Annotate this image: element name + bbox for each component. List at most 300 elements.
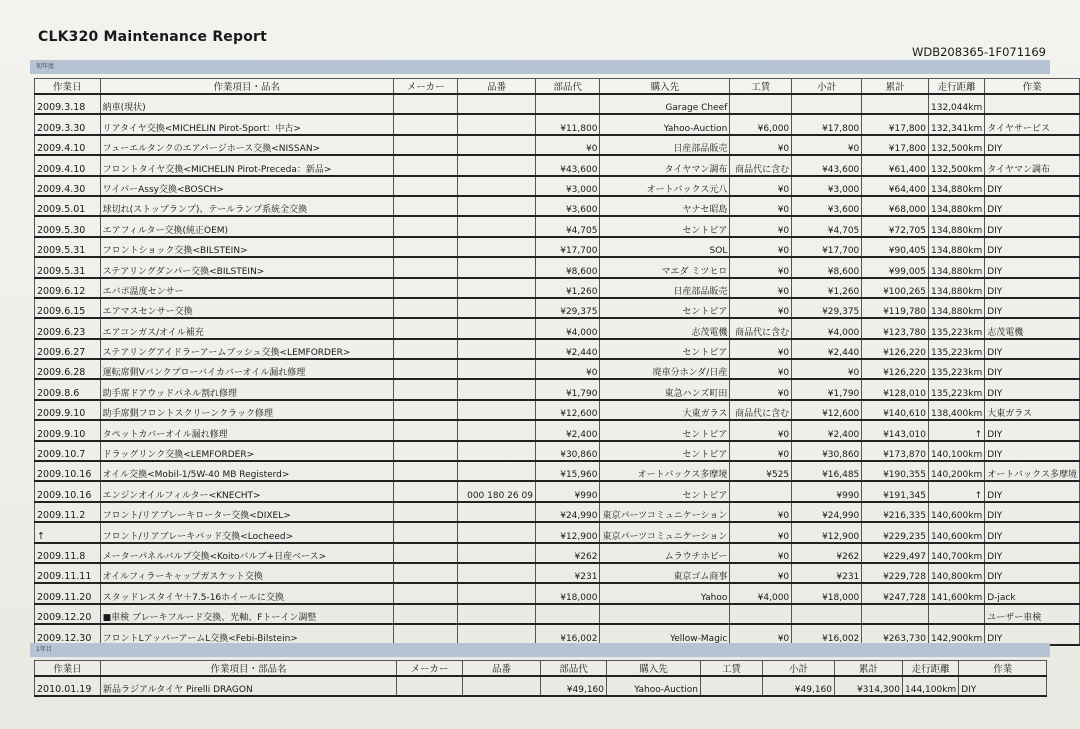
cell-maker <box>393 216 458 236</box>
cell-date: 2009.6.28 <box>35 359 101 379</box>
cell-subtotal: ¥30,860 <box>792 441 862 461</box>
cell-cumulative: ¥247,728 <box>862 583 929 603</box>
cell-work: DIY <box>985 502 1080 522</box>
cell-maker <box>393 196 458 216</box>
cell-date: 2009.6.12 <box>35 278 101 298</box>
cell-cumulative: ¥128,010 <box>862 379 929 399</box>
cell-shop: セントピア <box>600 441 730 461</box>
cell-mileage: 135,223km <box>929 339 985 359</box>
cell-labor: ¥0 <box>730 441 792 461</box>
cell-maker <box>393 135 458 155</box>
cell-parts-cost <box>535 604 600 624</box>
cell-shop: タイヤマン調布 <box>600 155 730 175</box>
cell-parts-cost: ¥43,600 <box>535 155 600 175</box>
cell-part-no <box>458 461 536 481</box>
cell-shop: オートバックス元八 <box>600 176 730 196</box>
cell-labor: ¥0 <box>730 176 792 196</box>
cell-labor: ¥0 <box>730 379 792 399</box>
table-row <box>35 441 1080 461</box>
cell-labor: ¥0 <box>730 237 792 257</box>
table-row <box>35 604 1080 624</box>
cell-parts-cost: ¥29,375 <box>535 298 600 318</box>
cell-work: DIY <box>985 522 1080 542</box>
cell-labor: ¥0 <box>730 522 792 542</box>
cell-cumulative: ¥143,010 <box>862 420 929 440</box>
cell-item: 納車(現状) <box>100 94 393 114</box>
cell-shop: Yellow-Magic <box>600 624 730 644</box>
maintenance-table-year-1 <box>34 660 1047 697</box>
cell-maker <box>393 543 458 563</box>
column-header-work: 作業 <box>985 79 1080 95</box>
cell-subtotal: ¥16,485 <box>792 461 862 481</box>
cell-labor: ¥0 <box>730 298 792 318</box>
cell-parts-cost: ¥49,160 <box>541 676 607 696</box>
cell-cumulative: ¥126,220 <box>862 359 929 379</box>
cell-item: エアマスセンサー交換 <box>100 298 393 318</box>
cell-mileage: 144,100km <box>903 676 959 696</box>
column-header-subtotal: 小計 <box>792 79 862 95</box>
cell-labor: ¥0 <box>730 135 792 155</box>
cell-item: ステアリングダンパー交換<BILSTEIN> <box>100 257 393 277</box>
cell-subtotal: ¥29,375 <box>792 298 862 318</box>
cell-work: ユーザー車検 <box>985 604 1080 624</box>
table-row <box>35 216 1080 236</box>
cell-date: 2009.12.20 <box>35 604 101 624</box>
cell-cumulative: ¥229,235 <box>862 522 929 542</box>
cell-parts-cost: ¥1,790 <box>535 379 600 399</box>
cell-shop: ムラウチホビー <box>600 543 730 563</box>
cell-mileage: 135,223km <box>929 359 985 379</box>
cell-labor <box>730 481 792 501</box>
cell-parts-cost: ¥15,960 <box>535 461 600 481</box>
cell-cumulative: ¥17,800 <box>862 135 929 155</box>
table-row <box>35 196 1080 216</box>
cell-parts-cost: ¥262 <box>535 543 600 563</box>
cell-parts-cost: ¥3,000 <box>535 176 600 196</box>
cell-maker <box>393 237 458 257</box>
cell-parts-cost: ¥990 <box>535 481 600 501</box>
cell-parts-cost: ¥231 <box>535 563 600 583</box>
cell-mileage: 140,600km <box>929 502 985 522</box>
cell-mileage: 135,223km <box>929 318 985 338</box>
cell-part-no <box>458 216 536 236</box>
cell-item: 運転席側Vバンクブローバイカバーオイル漏れ修理 <box>100 359 393 379</box>
table-row <box>35 461 1080 481</box>
cell-shop: 東京パーツコミュニケーション <box>600 522 730 542</box>
column-header-cumulative: 累計 <box>835 661 903 677</box>
cell-cumulative: ¥68,000 <box>862 196 929 216</box>
cell-date: 2009.5.01 <box>35 196 101 216</box>
cell-date: 2009.11.11 <box>35 563 101 583</box>
cell-shop: 大東ガラス <box>600 400 730 420</box>
cell-shop: 日産部品販売 <box>600 278 730 298</box>
cell-mileage: 134,880km <box>929 176 985 196</box>
cell-work: DIY <box>985 481 1080 501</box>
cell-mileage: 134,880km <box>929 216 985 236</box>
cell-item: フロント/リアブレーキローター交換<DIXEL> <box>100 502 393 522</box>
table-row <box>35 502 1080 522</box>
column-header-date: 作業日 <box>35 661 101 677</box>
cell-item: ワイパーAssy交換<BOSCH> <box>100 176 393 196</box>
cell-labor: ¥0 <box>730 563 792 583</box>
cell-subtotal: ¥2,400 <box>792 420 862 440</box>
cell-item: 助手席ドアウッドパネル割れ修理 <box>100 379 393 399</box>
cell-cumulative: ¥90,405 <box>862 237 929 257</box>
cell-date: 2009.4.10 <box>35 155 101 175</box>
cell-item: オイル交換<Mobil-1/5W-40 MB Registerd> <box>100 461 393 481</box>
cell-item: リアタイヤ交換<MICHELIN Pirot-Sport：中古> <box>100 114 393 134</box>
cell-parts-cost: ¥12,600 <box>535 400 600 420</box>
cell-labor: ¥0 <box>730 624 792 644</box>
cell-date: 2009.4.10 <box>35 135 101 155</box>
cell-item: フロント/リアブレーキパッド交換<Locheed> <box>100 522 393 542</box>
cell-parts-cost: ¥2,400 <box>535 420 600 440</box>
cell-parts-cost: ¥4,000 <box>535 318 600 338</box>
cell-subtotal: ¥24,990 <box>792 502 862 522</box>
table-row <box>35 94 1080 114</box>
section-bar-year-0: 初年度 <box>30 60 1050 74</box>
cell-mileage: 140,800km <box>929 563 985 583</box>
cell-labor: ¥0 <box>730 257 792 277</box>
cell-item: ドラッグリンク交換<LEMFORDER> <box>100 441 393 461</box>
cell-item: エアコンガス/オイル補充 <box>100 318 393 338</box>
column-header-labor: 工賃 <box>730 79 792 95</box>
cell-parts-cost: ¥17,700 <box>535 237 600 257</box>
cell-item: タペットカバーオイル漏れ修理 <box>100 420 393 440</box>
cell-cumulative: ¥61,400 <box>862 155 929 175</box>
cell-mileage: 142,900km <box>929 624 985 644</box>
cell-shop: 志茂電機 <box>600 318 730 338</box>
cell-part-no <box>458 94 536 114</box>
cell-maker <box>393 481 458 501</box>
table-row <box>35 339 1080 359</box>
cell-subtotal: ¥17,800 <box>792 114 862 134</box>
table-row <box>35 257 1080 277</box>
cell-part-no <box>458 604 536 624</box>
cell-date: 2009.4.30 <box>35 176 101 196</box>
cell-subtotal: ¥49,160 <box>763 676 835 696</box>
table-row <box>35 522 1080 542</box>
cell-maker <box>393 155 458 175</box>
cell-shop: オートバックス多摩境 <box>600 461 730 481</box>
cell-parts-cost: ¥1,260 <box>535 278 600 298</box>
cell-mileage: 141,600km <box>929 583 985 603</box>
table-row <box>35 278 1080 298</box>
cell-date: 2009.12.30 <box>35 624 101 644</box>
cell-work: DIY <box>985 176 1080 196</box>
cell-cumulative: ¥72,705 <box>862 216 929 236</box>
cell-subtotal: ¥3,600 <box>792 196 862 216</box>
table-row <box>35 176 1080 196</box>
cell-work: DIY <box>985 298 1080 318</box>
cell-labor: ¥0 <box>730 420 792 440</box>
cell-mileage: 134,880km <box>929 257 985 277</box>
cell-labor: 商品代に含む <box>730 155 792 175</box>
cell-maker <box>393 400 458 420</box>
cell-part-no <box>458 237 536 257</box>
report-title: CLK320 Maintenance Report <box>38 29 268 45</box>
cell-date: 2009.10.16 <box>35 481 101 501</box>
cell-part-no <box>458 155 536 175</box>
column-header-labor: 工賃 <box>701 661 763 677</box>
column-header-item: 作業項目・部品名 <box>101 661 397 677</box>
cell-mileage: 132,044km <box>929 94 985 114</box>
cell-labor: ¥0 <box>730 278 792 298</box>
cell-labor: ¥0 <box>730 543 792 563</box>
cell-shop <box>600 604 730 624</box>
cell-part-no <box>458 318 536 338</box>
cell-part-no <box>458 298 536 318</box>
cell-shop: セントピア <box>600 339 730 359</box>
cell-date: 2009.5.31 <box>35 257 101 277</box>
cell-date: 2009.6.15 <box>35 298 101 318</box>
cell-shop: ヤナセ昭島 <box>600 196 730 216</box>
cell-parts-cost: ¥2,440 <box>535 339 600 359</box>
cell-subtotal: ¥12,900 <box>792 522 862 542</box>
cell-date: 2009.11.20 <box>35 583 101 603</box>
cell-subtotal: ¥2,440 <box>792 339 862 359</box>
cell-labor: ¥0 <box>730 339 792 359</box>
cell-work: DIY <box>985 196 1080 216</box>
cell-parts-cost: ¥8,600 <box>535 257 600 277</box>
cell-labor: ¥6,000 <box>730 114 792 134</box>
table-header-row <box>35 79 1080 95</box>
column-header-mileage: 走行距離 <box>929 79 985 95</box>
column-header-mileage: 走行距離 <box>903 661 959 677</box>
cell-cumulative: ¥99,005 <box>862 257 929 277</box>
cell-subtotal: ¥12,600 <box>792 400 862 420</box>
cell-parts-cost: ¥30,860 <box>535 441 600 461</box>
cell-item: 新品ラジアルタイヤ Pirelli DRAGON <box>101 676 397 696</box>
cell-maker <box>393 583 458 603</box>
cell-subtotal: ¥16,002 <box>792 624 862 644</box>
cell-work: DIY <box>985 441 1080 461</box>
cell-date: 2009.3.30 <box>35 114 101 134</box>
cell-part-no <box>458 563 536 583</box>
cell-item: 球切れ(ストップランプ)、テールランプ系統全交換 <box>100 196 393 216</box>
cell-maker <box>393 379 458 399</box>
cell-subtotal <box>792 604 862 624</box>
table-row <box>35 400 1080 420</box>
cell-date: 2009.6.23 <box>35 318 101 338</box>
table-row <box>35 624 1080 644</box>
column-header-item: 作業項目・品名 <box>100 79 393 95</box>
cell-parts-cost: ¥4,705 <box>535 216 600 236</box>
cell-work: D-jack <box>985 583 1080 603</box>
cell-maker <box>393 604 458 624</box>
cell-mileage: 140,200km <box>929 461 985 481</box>
column-header-part-no: 品番 <box>463 661 541 677</box>
cell-item: フロントタイヤ交換<MICHELIN Pirot-Preceda：新品> <box>100 155 393 175</box>
cell-part-no <box>458 135 536 155</box>
cell-cumulative <box>862 94 929 114</box>
cell-cumulative: ¥126,220 <box>862 339 929 359</box>
column-header-shop: 購入先 <box>607 661 701 677</box>
cell-cumulative: ¥190,355 <box>862 461 929 481</box>
vin-number: WDB208365-1F071169 <box>912 45 1046 59</box>
cell-item: エアフィルター交換(純正OEM) <box>100 216 393 236</box>
cell-part-no <box>458 522 536 542</box>
cell-maker <box>393 359 458 379</box>
cell-shop: セントピア <box>600 216 730 236</box>
cell-maker <box>393 278 458 298</box>
cell-item: スタッドレスタイヤ＋7.5-16ホイールに交換 <box>100 583 393 603</box>
cell-shop: SOL <box>600 237 730 257</box>
cell-labor <box>730 604 792 624</box>
cell-item: 助手席側フロントスクリーンクラック修理 <box>100 400 393 420</box>
cell-subtotal: ¥3,000 <box>792 176 862 196</box>
cell-mileage: ↑ <box>929 481 985 501</box>
cell-subtotal: ¥8,600 <box>792 257 862 277</box>
column-header-cumulative: 累計 <box>862 79 929 95</box>
cell-cumulative: ¥191,345 <box>862 481 929 501</box>
cell-mileage: ↑ <box>929 420 985 440</box>
cell-maker <box>393 257 458 277</box>
column-header-part-no: 品番 <box>458 79 536 95</box>
table-row <box>35 155 1080 175</box>
table-row <box>35 114 1080 134</box>
cell-shop: セントピア <box>600 420 730 440</box>
cell-parts-cost: ¥16,002 <box>535 624 600 644</box>
cell-item: エンジンオイルフィルター<KNECHT> <box>100 481 393 501</box>
table-row <box>35 135 1080 155</box>
cell-date: 2009.10.16 <box>35 461 101 481</box>
cell-shop: 東京パーツコミュニケーション <box>600 502 730 522</box>
cell-work: DIY <box>985 624 1080 644</box>
cell-shop: 日産部品販売 <box>600 135 730 155</box>
cell-cumulative: ¥64,400 <box>862 176 929 196</box>
cell-subtotal: ¥231 <box>792 563 862 583</box>
cell-subtotal: ¥0 <box>792 135 862 155</box>
cell-mileage: 132,341km <box>929 114 985 134</box>
cell-date: 2009.11.8 <box>35 543 101 563</box>
cell-subtotal: ¥1,260 <box>792 278 862 298</box>
cell-part-no <box>458 114 536 134</box>
cell-cumulative <box>862 604 929 624</box>
cell-shop: 東急ハンズ町田 <box>600 379 730 399</box>
cell-subtotal: ¥43,600 <box>792 155 862 175</box>
cell-work: 大東ガラス <box>985 400 1080 420</box>
column-header-maker: メーカー <box>397 661 463 677</box>
cell-maker <box>393 420 458 440</box>
cell-cumulative: ¥17,800 <box>862 114 929 134</box>
cell-parts-cost: ¥0 <box>535 135 600 155</box>
cell-labor: ¥0 <box>730 196 792 216</box>
cell-maker <box>393 298 458 318</box>
cell-subtotal: ¥1,790 <box>792 379 862 399</box>
cell-subtotal: ¥262 <box>792 543 862 563</box>
cell-work: DIY <box>985 359 1080 379</box>
cell-part-no <box>458 624 536 644</box>
cell-part-no <box>458 400 536 420</box>
cell-maker <box>393 624 458 644</box>
cell-shop: 東京ゴム商事 <box>600 563 730 583</box>
cell-work: DIY <box>985 339 1080 359</box>
cell-shop: Garage Cheef <box>600 94 730 114</box>
cell-labor: 商品代に含む <box>730 318 792 338</box>
cell-parts-cost: ¥3,600 <box>535 196 600 216</box>
table-row <box>35 237 1080 257</box>
cell-parts-cost: ¥18,000 <box>535 583 600 603</box>
cell-shop: マエダ ミツヒロ <box>600 257 730 277</box>
cell-maker <box>397 676 463 696</box>
cell-subtotal <box>792 94 862 114</box>
cell-mileage: 140,700km <box>929 543 985 563</box>
cell-part-no <box>458 379 536 399</box>
cell-mileage: 134,880km <box>929 278 985 298</box>
cell-part-no <box>458 359 536 379</box>
column-header-subtotal: 小計 <box>763 661 835 677</box>
cell-shop: Yahoo <box>600 583 730 603</box>
column-header-maker: メーカー <box>393 79 458 95</box>
cell-mileage: 134,880km <box>929 196 985 216</box>
cell-mileage: 134,880km <box>929 298 985 318</box>
cell-mileage: 135,223km <box>929 379 985 399</box>
cell-mileage: 134,880km <box>929 237 985 257</box>
cell-work: タイヤサービス <box>985 114 1080 134</box>
maintenance-table <box>34 78 1080 646</box>
cell-cumulative: ¥263,730 <box>862 624 929 644</box>
cell-maker <box>393 339 458 359</box>
cell-labor: 商品代に含む <box>730 400 792 420</box>
cell-work: 志茂電機 <box>985 318 1080 338</box>
cell-shop: セントピア <box>600 481 730 501</box>
cell-part-no <box>458 278 536 298</box>
cell-date: 2009.10.7 <box>35 441 101 461</box>
cell-cumulative: ¥173,870 <box>862 441 929 461</box>
cell-part-no <box>458 196 536 216</box>
cell-work: DIY <box>959 676 1047 696</box>
cell-part-no <box>458 257 536 277</box>
cell-labor: ¥525 <box>730 461 792 481</box>
cell-cumulative: ¥314,300 <box>835 676 903 696</box>
cell-maker <box>393 94 458 114</box>
cell-date: 2010.01.19 <box>35 676 101 696</box>
cell-mileage <box>929 604 985 624</box>
cell-date: 2009.9.10 <box>35 420 101 440</box>
column-header-parts: 部品代 <box>535 79 600 95</box>
table-row <box>35 318 1080 338</box>
table-header-row <box>35 661 1047 677</box>
cell-shop: 廃車分ホンダ/日産 <box>600 359 730 379</box>
section-bar-year-1: 1年目 <box>30 643 1050 657</box>
cell-subtotal: ¥18,000 <box>792 583 862 603</box>
cell-item: エバポ温度センサー <box>100 278 393 298</box>
cell-labor: ¥4,000 <box>730 583 792 603</box>
cell-part-no <box>458 441 536 461</box>
cell-cumulative: ¥119,780 <box>862 298 929 318</box>
cell-labor: ¥0 <box>730 502 792 522</box>
cell-maker <box>393 502 458 522</box>
cell-labor <box>730 94 792 114</box>
table-row <box>35 359 1080 379</box>
cell-item: フロントLアッパーアームL交換<Febi-Bilstein> <box>100 624 393 644</box>
cell-item: フューエルタンクのエアパージホース交換<NISSAN> <box>100 135 393 155</box>
cell-parts-cost: ¥24,990 <box>535 502 600 522</box>
cell-date: ↑ <box>35 522 101 542</box>
cell-work: DIY <box>985 420 1080 440</box>
cell-labor: ¥0 <box>730 216 792 236</box>
cell-cumulative: ¥100,265 <box>862 278 929 298</box>
cell-date: 2009.3.18 <box>35 94 101 114</box>
cell-parts-cost: ¥11,800 <box>535 114 600 134</box>
cell-work: オートバックス多摩境 <box>985 461 1080 481</box>
cell-maker <box>393 441 458 461</box>
cell-shop: Yahoo-Auction <box>607 676 701 696</box>
table-row <box>35 676 1047 696</box>
cell-work: DIY <box>985 135 1080 155</box>
cell-cumulative: ¥216,335 <box>862 502 929 522</box>
